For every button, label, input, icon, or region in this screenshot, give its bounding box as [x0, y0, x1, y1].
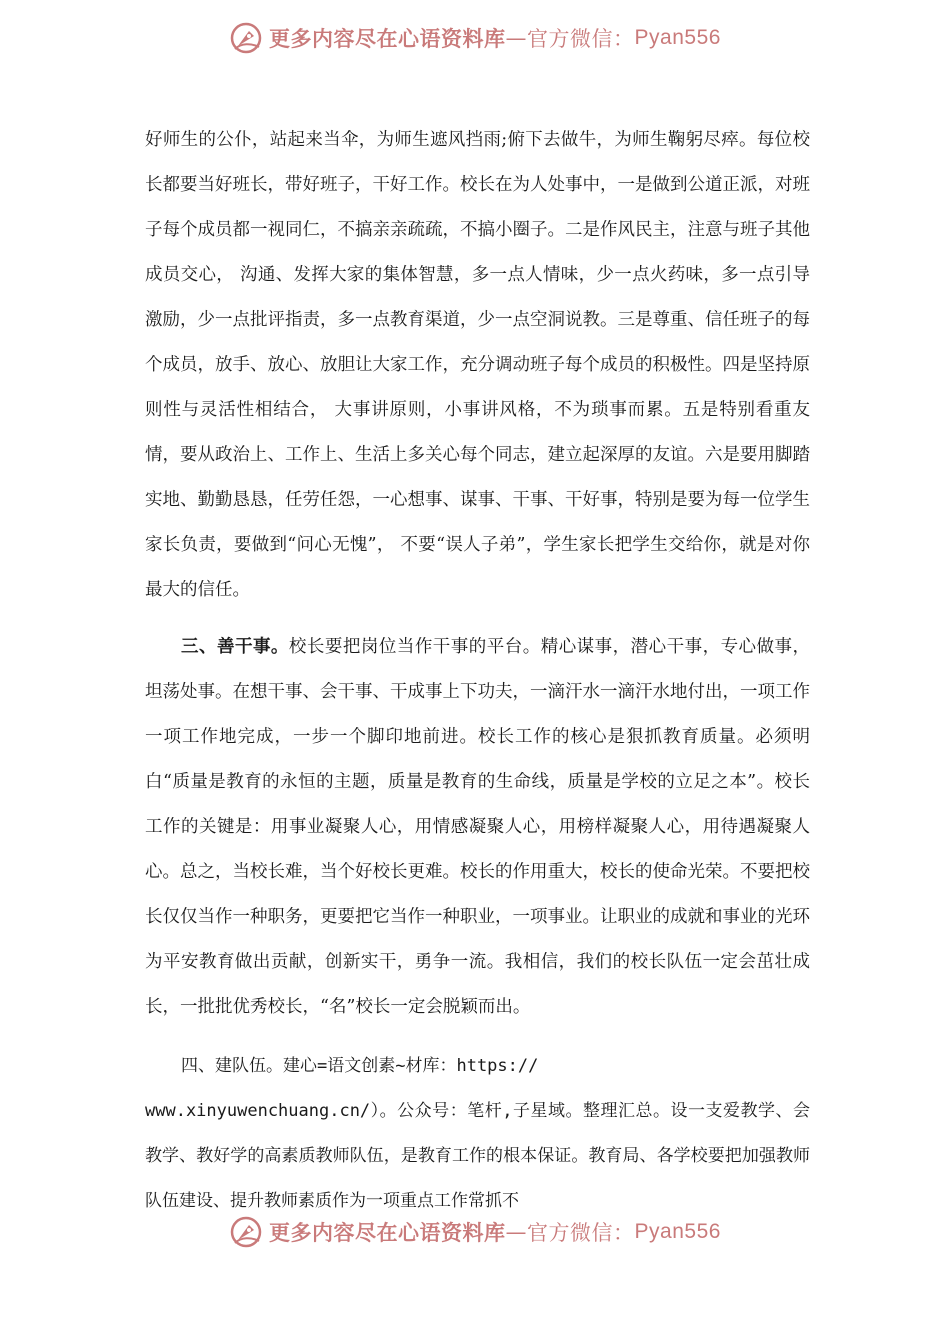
footer-handle: Pyan556	[634, 1220, 721, 1243]
pen-nib-logo-icon	[229, 1215, 263, 1249]
section-4-heading-line: 四、建队伍。建心=语文创素~材库：https://	[181, 1056, 539, 1076]
banner-site-name: 更多内容尽在心语资料库	[269, 27, 506, 51]
footer-dash: —	[505, 1220, 528, 1244]
banner-dash: —	[505, 26, 528, 50]
footer-wechat-label: 官方微信：	[527, 1221, 635, 1245]
header-banner	[0, 16, 950, 60]
paragraph-1: 好师生的公仆，站起来当伞，为师生遮风挡雨;俯下去做牛，为师生鞠躬尽瘁。每位校长都要当好班长，带好班子，干好工作。校长在为人处事中，一是做到公道正派，对班子每个成员都一视同仁，不搞亲亲疏疏，不搞小圈子。二是作风民主，注意与班子其他成员交心， 沟通、发挥大家的集体智慧，多一点人情味，少一点火药味，多一点引导激励，少一点批评指责，多一点教育渠道，少一点空洞说教。三是尊重、信任班子的每个成员，放手、放心、放胆让大家工作，充分调动班子每个成员的积极性。四是坚持原则性与灵活性相结合， 大事讲原则，小事讲风格，不为琐事而累。五是特别看重友情，要从政治上、工作上、生活上多关心每个同志，建立起深厚的友谊。六是要用脚踏实地、勤勤恳恳，任劳任怨，一心想事、谋事、干事、干好事，特别是要为每一位学生家长负责，要做到“问心无愧”， 不要“误人子弟”，学生家长把学生交给你，就是对你最大的信任。	[145, 130, 810, 600]
section-3-paragraph	[145, 625, 810, 1030]
section-3-heading: 三、善干事。	[181, 637, 289, 657]
document-body	[145, 118, 810, 1224]
section-3-text: 校长要把岗位当作干事的平台。精心谋事，潜心干事，专心做事，坦荡处事。在想干事、会干事、干成事上下功夫，一滴汗水一滴汗水地付出，一项工作一项工作地完成，一步一个脚印地前进。校长工作的核心是狠抓教育质量。必须明白“质量是教育的永恒的主题，质量是教育的生命线，质量是学校的立足之本”。校长工作的关键是：用事业凝聚人心，用情感凝聚人心，用榜样凝聚人心，用待遇凝聚人心。总之，当校长难，当个好校长更难。校长的作用重大，校长的使命光荣。不要把校长仅仅当作一种职务，更要把它当作一种职业，一项事业。让职业的成就和事业的光环为平安教育做出贡献，创新实干，勇争一流。我相信，我们的校长队伍一定会茁壮成长，一批批优秀校长，“名”校长一定会脱颖而出。	[145, 637, 811, 1017]
banner-handle: Pyan556	[634, 26, 721, 49]
section-4-paragraph: www.xinyuwenchuang.cn/）。公众号：笔杆,子星域。整理汇总。设一支爱教学、会教学、教好学的高素质教师队伍，是教育工作的根本保证。教育局、各学校要把加强教师队伍建设、提升教师素质作为一项重点工作常抓不	[145, 1101, 810, 1211]
footer-site-name: 更多内容尽在心语资料库	[269, 1221, 506, 1245]
footer-banner	[0, 1210, 950, 1254]
pen-nib-logo-icon	[229, 21, 263, 55]
banner-wechat-label: 官方微信：	[527, 27, 635, 51]
